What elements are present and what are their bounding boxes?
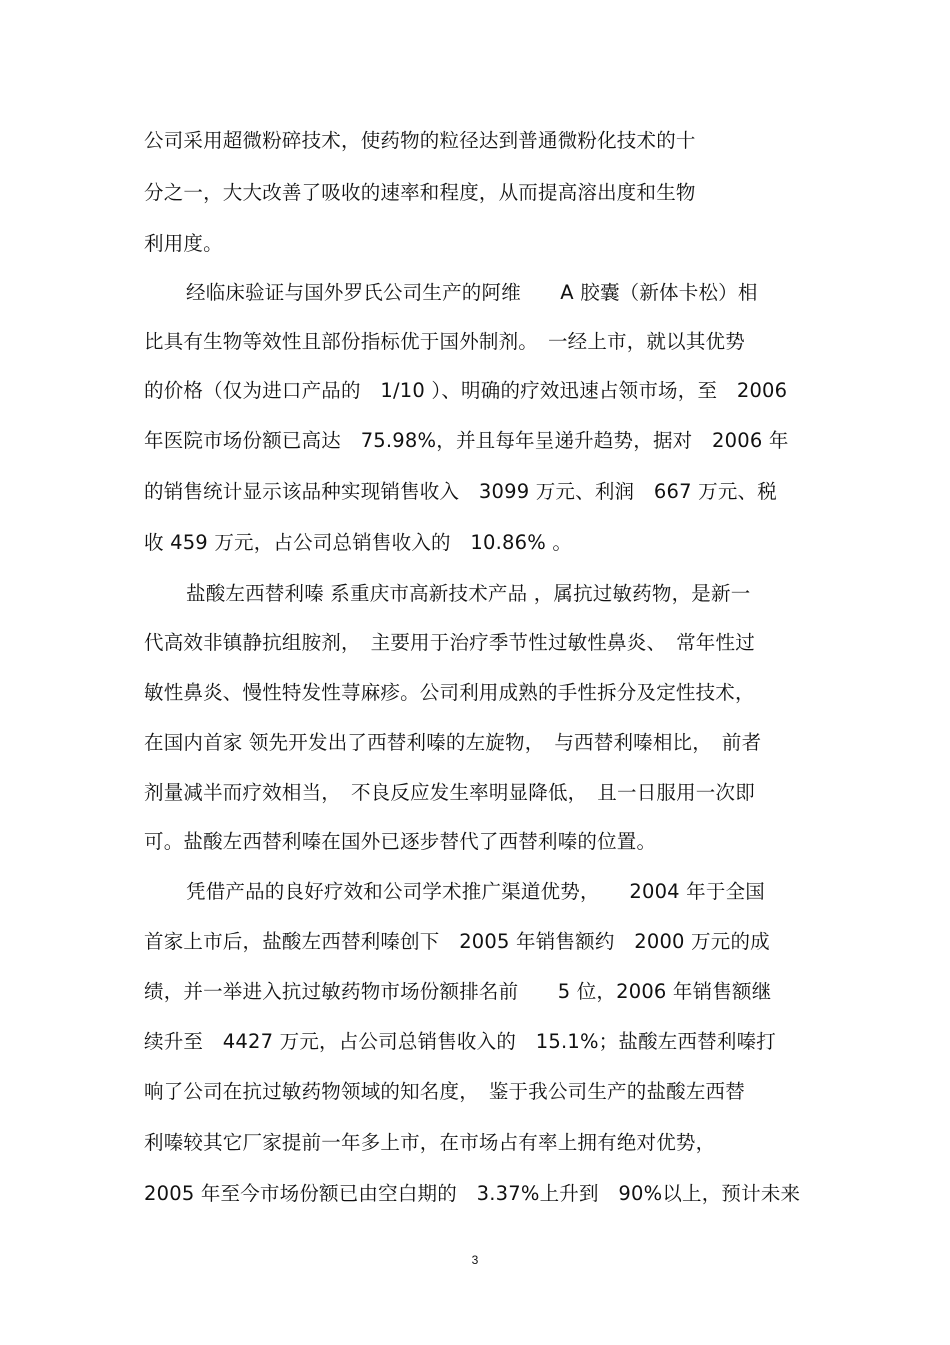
text-line: 在国内首家 领先开发出了西替利嗪的左旋物， 与西替利嗪相比， 前者: [144, 731, 762, 754]
page-number: 3: [471, 1253, 479, 1267]
paragraph-start-line: 经临床验证与国外罗氏公司生产的阿维 A 胶囊（新体卡松）相: [186, 281, 758, 304]
text-line: 比具有生物等效性且部份指标优于国外制剂。 一经上市，就以其优势: [144, 330, 745, 353]
text-line: 首家上市后，盐酸左西替利嗪创下 2005 年销售额约 2000 万元的成: [144, 930, 770, 953]
text-line: 的销售统计显示该品种实现销售收入 3099 万元、利润 667 万元、税: [144, 480, 777, 503]
text-line: 收 459 万元，占公司总销售收入的 10.86% 。: [144, 531, 573, 554]
text-line: 代高效非镇静抗组胺剂， 主要用于治疗季节性过敏性鼻炎、 常年性过: [144, 631, 755, 654]
text-line: 敏性鼻炎、慢性特发性荨麻疹。公司利用成熟的手性拆分及定性技术，: [144, 681, 755, 704]
text-line: 利用度。: [144, 232, 223, 255]
text-line: 分之一，大大改善了吸收的速率和程度，从而提高溶出度和生物: [144, 181, 696, 204]
paragraph-start-line: 凭借产品的良好疗效和公司学术推广渠道优势， 2004 年于全国: [186, 880, 765, 903]
paragraph-start-line: 盐酸左西替利嗪 系重庆市高新技术产品 ，属抗过敏药物，是新一: [186, 582, 751, 605]
text-line: 剂量减半而疗效相当， 不良反应发生率明显降低， 且一日服用一次即: [144, 781, 755, 804]
text-line: 年医院市场份额已高达 75.98%，并且每年呈递升趋势，据对 2006 年: [144, 429, 789, 452]
text-line: 的价格（仅为进口产品的 1/10 ）、明确的疗效迅速占领市场，至 2006: [144, 379, 788, 402]
text-line: 公司采用超微粉碎技术，使药物的粒径达到普通微粉化技术的十: [144, 129, 696, 152]
text-line: 绩，并一举进入抗过敏药物市场份额排名前 5 位，2006 年销售额继: [144, 980, 772, 1003]
text-line: 续升至 4427 万元，占公司总销售收入的 15.1%；盐酸左西替利嗪打: [144, 1030, 776, 1053]
text-line: 响了公司在抗过敏药物领域的知名度， 鉴于我公司生产的盐酸左西替: [144, 1080, 745, 1103]
text-line: 2005 年至今市场份额已由空白期的 3.37%上升到 90%以上，预计未来: [144, 1182, 801, 1205]
text-line: 利嗪较其它厂家提前一年多上市，在市场占有率上拥有绝对优势，: [144, 1131, 716, 1154]
text-line: 可。盐酸左西替利嗪在国外已逐步替代了西替利嗪的位置。: [144, 830, 657, 853]
